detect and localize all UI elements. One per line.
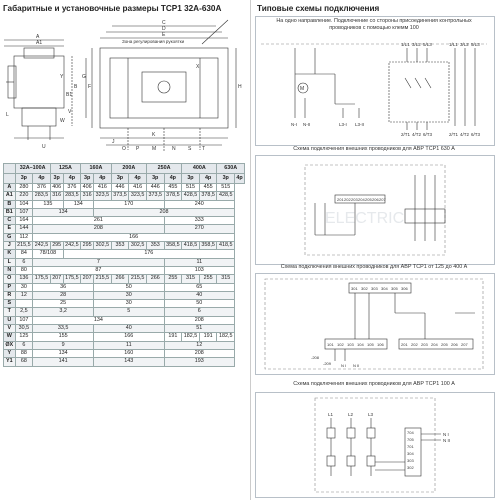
table-cell: 78/108 (33, 250, 63, 258)
svg-text:A1: A1 (36, 40, 43, 46)
table-cell: 270 (164, 225, 235, 233)
table-cell: 107 (15, 316, 33, 324)
table-cell: 323,5 (94, 192, 112, 200)
table-row (4, 341, 245, 349)
terminal-label: 104 (357, 342, 364, 347)
svg-text:H: H (238, 84, 242, 90)
terminal-label: 304 (381, 286, 388, 291)
terminal-label: 304 (407, 451, 414, 456)
terminal-label: 202 (344, 197, 351, 202)
table-row (4, 225, 245, 233)
table-cell: 68 (15, 358, 33, 366)
table-cell: 353 (111, 242, 129, 250)
svg-text:X: X (196, 64, 200, 70)
terminal-label: 301 (351, 286, 358, 291)
table-cell: 3р (81, 174, 94, 184)
table-cell: 164 (15, 217, 33, 225)
svg-text:J: J (112, 139, 115, 145)
scheme-bottom-diagram (255, 392, 493, 496)
svg-text:K: K (152, 132, 156, 138)
table-cell: 50 (94, 283, 165, 291)
table-cell: 215,5 (94, 275, 112, 283)
wire-label: -208 (311, 355, 320, 360)
table-cell: 30,5 (15, 325, 33, 333)
table-cell: 155 (33, 333, 94, 341)
table-cell: Y (4, 349, 16, 357)
terminal-label: 205 (365, 197, 372, 202)
table-row (4, 217, 245, 225)
table-cell: 378,5 (199, 192, 217, 200)
table-cell: 65 (164, 283, 235, 291)
terminal-label: 101 (327, 342, 334, 347)
table-cell: 135 (33, 200, 63, 208)
table-cell: 630A (217, 164, 245, 174)
table-cell: 30 (94, 300, 165, 308)
table-cell: 182,5 (217, 333, 235, 341)
table-cell: 240 (164, 200, 235, 208)
table-cell: 446 (146, 184, 164, 192)
table-corner (4, 174, 16, 184)
table-cell: 315 (182, 275, 200, 283)
table-cell: 107 (15, 208, 33, 216)
table-cell: 6 (164, 308, 235, 316)
svg-text:M: M (152, 146, 157, 152)
table-cell: 134 (63, 200, 93, 208)
table-cell: 3р (50, 174, 63, 184)
table-cell: 166 (33, 233, 235, 241)
wire-label: N II (353, 363, 360, 368)
table-cell: 3р (111, 174, 129, 184)
wire-label: N I (341, 363, 347, 368)
table-cell: 50 (164, 300, 235, 308)
terminal-label: 5/L3 (471, 42, 480, 47)
table-row (4, 242, 245, 250)
table-cell: A (4, 184, 16, 192)
table-cell: W (4, 333, 16, 341)
table-cell: U (4, 316, 16, 324)
caption-100: Схема подключения внешних проводников для АВР ТСР1 100 А (293, 381, 455, 387)
table-cell: 141 (33, 358, 94, 366)
svg-text:N: N (172, 146, 176, 152)
table-cell: K (4, 250, 16, 258)
svg-text:Y: Y (60, 74, 64, 80)
terminal-label: 103 (347, 342, 354, 347)
table-cell: 40 (94, 325, 165, 333)
table-cell: 315 (217, 275, 235, 283)
terminal-label: 4/T2 (412, 132, 422, 137)
table-cell: 316 (82, 192, 92, 199)
scheme-intro-note: На одно направление. Подключение со стороны присоединения контрольных проводников с помощью клемм 100 (276, 18, 472, 32)
svg-text:D: D (162, 26, 166, 32)
terminal-label: 4/T2 (460, 132, 470, 137)
table-cell: 9 (33, 341, 94, 349)
terminal-label: 204 (358, 197, 365, 202)
terminal-label: 2/T1 (449, 132, 459, 137)
table-cell: 208 (164, 349, 235, 357)
table-cell: 191 (199, 333, 217, 341)
table-cell: 400A (182, 164, 217, 174)
table-cell: 207 (82, 275, 92, 282)
phase-label: L3 (368, 412, 374, 417)
terminal-label: 201 (337, 197, 344, 202)
table-cell: 215,5 (129, 275, 147, 283)
table-cell: 208 (94, 208, 235, 216)
table-cell: 6 (15, 341, 33, 349)
handle-range-label: Зона регулирования рукоятки (122, 39, 185, 44)
scheme-125-400-diagram (255, 155, 493, 263)
terminal-label: 102 (337, 342, 344, 347)
terminal-label: 206 (372, 197, 379, 202)
phase-label: L1 (328, 412, 334, 417)
table-cell: 376 (33, 184, 51, 192)
table-cell: 112 (15, 233, 33, 241)
table-cell: 32A–100A (15, 164, 50, 174)
table-cell: 40 (164, 291, 235, 299)
table-cell: 103 (164, 266, 235, 274)
table-cell: 255 (164, 275, 182, 283)
table-row (4, 233, 245, 241)
table-cell: 143 (94, 358, 165, 366)
table-cell: 191 (164, 333, 182, 341)
table-cell: 242,5 (63, 242, 81, 250)
terminal-label: 205 (441, 342, 448, 347)
svg-text:L: L (6, 112, 9, 118)
table-cell: 4р (129, 174, 147, 184)
table-cell: 104 (15, 200, 33, 208)
table-row (4, 325, 245, 333)
table-cell: 175,5 (33, 275, 51, 283)
terminal-label: 306 (401, 286, 408, 291)
table-cell: 207 (52, 275, 62, 282)
table-cell: 295 (52, 242, 62, 249)
table-cell: 3р (15, 174, 33, 184)
table-cell: 125 (15, 333, 33, 341)
table-cell: 4р (199, 174, 217, 184)
table-cell: 208 (164, 316, 235, 324)
table-cell: 84 (15, 250, 33, 258)
table-cell: 353 (146, 242, 164, 250)
table-row (4, 283, 245, 291)
table-row (4, 291, 245, 299)
table-row (4, 258, 245, 266)
table-cell: 36 (33, 283, 94, 291)
table-cell: ØX (5, 341, 14, 348)
table-cell: R (4, 291, 16, 299)
table-cell: 208 (33, 225, 164, 233)
table-cell: 378,5 (164, 192, 182, 200)
table-cell: L (4, 258, 16, 266)
terminal-label: 1/L1 (449, 42, 458, 47)
terminal-label: 305 (391, 286, 398, 291)
terminal-label: 303 (407, 458, 414, 463)
svg-text:P: P (136, 146, 140, 152)
phase-label: L2 (348, 412, 354, 417)
terminal-label: 201 (401, 342, 408, 347)
table-row (4, 300, 245, 308)
table-cell: 406 (82, 183, 92, 190)
table-row (4, 333, 245, 341)
table-cell: E (4, 225, 16, 233)
table-cell: 160 (94, 349, 165, 357)
svg-text:M: M (300, 86, 305, 92)
table-cell: 373,5 (146, 192, 164, 200)
svg-text:E: E (162, 32, 166, 38)
table-cell: 220 (15, 192, 33, 200)
right-title: Типовые схемы подключения (257, 4, 380, 13)
table-cell: S (4, 300, 16, 308)
table-cell: 428,5 (182, 192, 200, 200)
table-cell: 515 (182, 184, 200, 192)
terminal-label: 206 (451, 342, 458, 347)
table-cell: N (4, 266, 16, 274)
terminal-label: 5/L3 (423, 42, 432, 47)
table-row (4, 200, 245, 208)
table-cell: 2,5 (15, 308, 33, 316)
table-cell: 416 (94, 184, 112, 192)
table-cell: C (4, 217, 16, 225)
table-cell: 4р (33, 174, 51, 184)
table-cell: 358,5 (164, 242, 182, 250)
terminal-label: 207 (379, 197, 386, 202)
table-cell: J (4, 242, 16, 250)
table-cell: 170 (94, 200, 165, 208)
table-cell: 193 (164, 358, 235, 366)
terminal-label: 2/T1 (401, 132, 411, 137)
table-cell: 280 (15, 184, 33, 192)
table-header-ratings (4, 164, 245, 174)
svg-text:S: S (188, 146, 192, 152)
table-cell: 7 (33, 258, 164, 266)
table-cell: 87 (33, 266, 164, 274)
terminal-label: 6/T3 (423, 132, 433, 137)
terminal-label: 3/L2 (412, 42, 421, 47)
table-row (4, 308, 245, 316)
table-cell: 5 (94, 308, 165, 316)
table-cell: 25 (33, 300, 94, 308)
table-cell: 3р (217, 174, 235, 184)
table-cell: Y1 (4, 358, 16, 366)
svg-text:F: F (88, 84, 92, 90)
table-cell: 242,5 (33, 242, 51, 250)
table-cell: 3,2 (33, 308, 94, 316)
table-cell: 446 (111, 184, 129, 192)
table-cell: 88 (15, 349, 33, 357)
svg-text:B1: B1 (66, 92, 73, 98)
table-cell: 134 (33, 316, 164, 324)
table-cell: 30 (15, 283, 33, 291)
table-cell: 12 (164, 341, 235, 349)
terminal-label: 704 (407, 430, 414, 435)
terminal-label: 1/L1 (401, 42, 410, 47)
table-cell: 418,5 (182, 242, 200, 250)
table-cell: 358,5 (199, 242, 217, 250)
terminal-label: 3/L2 (460, 42, 469, 47)
table-cell: T (4, 308, 16, 316)
table-cell: 4р (164, 174, 182, 184)
terminal-label: 105 (367, 342, 374, 347)
svg-text:V: V (68, 109, 72, 115)
table-cell: 134 (33, 208, 94, 216)
terminal-label: 106 (377, 342, 384, 347)
feed-label: N-II (303, 122, 311, 127)
table-row (4, 275, 245, 283)
table-cell: 30 (94, 291, 165, 299)
table-cell: 428,5 (217, 192, 235, 200)
svg-text:B: B (74, 84, 78, 90)
table-row (4, 250, 245, 258)
table-cell: 182,5 (182, 333, 200, 341)
table-cell: 295 (82, 242, 92, 249)
table-cell: 160A (81, 164, 111, 174)
terminal-label: 202 (411, 342, 418, 347)
left-title: Габаритные и установочные размеры ТСР1 32А-630А (3, 4, 222, 13)
table-cell: 373,5 (111, 192, 129, 200)
caption-630: Схема подключения внешних проводников для АВР ТСР1 630 А (293, 146, 455, 152)
svg-text:C: C (162, 20, 166, 26)
table-cell: 406 (52, 183, 62, 190)
table-cell: 418,5 (217, 242, 235, 250)
table-cell: 266 (111, 275, 129, 283)
table-cell: 125A (50, 164, 80, 174)
table-cell: 175,5 (63, 275, 81, 283)
table-cell: 6 (15, 258, 33, 266)
table-cell: 515 (217, 184, 235, 192)
feed-label: L3-I (339, 122, 347, 127)
table-cell: 333 (164, 217, 235, 225)
table-cell: 166 (94, 333, 165, 341)
scheme-630-diagram (255, 34, 493, 142)
neutral-label: N II (443, 438, 451, 443)
table-cell: 200A (111, 164, 146, 174)
terminal-label: 302 (361, 286, 368, 291)
table-cell: 176 (63, 250, 234, 258)
terminal-label: 303 (371, 286, 378, 291)
table-cell: 33,5 (33, 325, 94, 333)
table-cell: 4р (235, 174, 245, 184)
svg-text:A: A (36, 34, 40, 40)
table-cell: 134 (33, 349, 94, 357)
table-cell: 455 (164, 184, 182, 192)
table-row (4, 266, 245, 274)
table-cell: 283,5 (63, 192, 81, 200)
dimensions-table (3, 163, 245, 367)
table-cell: 302,5 (94, 242, 112, 250)
table-row (4, 184, 245, 192)
table-cell: G (4, 233, 16, 241)
table-row (4, 208, 245, 216)
table-cell: 261 (33, 217, 164, 225)
table-cell: B (4, 200, 16, 208)
table-cell: 3р (182, 174, 200, 184)
table-row (4, 316, 245, 324)
table-cell: 215,5 (15, 242, 33, 250)
table-cell: 316 (52, 192, 62, 199)
svg-text:W: W (60, 118, 65, 124)
table-cell: 144 (15, 225, 33, 233)
dimensional-drawing (2, 18, 248, 158)
table-row (4, 349, 245, 357)
svg-text:G: G (82, 74, 86, 80)
terminal-label: 204 (431, 342, 438, 347)
table-cell: 416 (129, 184, 147, 192)
table-cell: 302,5 (129, 242, 147, 250)
table-cell: V (4, 325, 16, 333)
feed-label: L3-II (355, 122, 365, 127)
table-cell: 266 (146, 275, 164, 283)
table-cell: 12 (15, 291, 33, 299)
table-cell (15, 300, 33, 308)
table-cell: 376 (63, 184, 81, 192)
table-cell: 323,5 (129, 192, 147, 200)
terminal-label: 705 (407, 437, 414, 442)
table-cell: 3р (146, 174, 164, 184)
neutral-label: N I (443, 432, 449, 437)
table-cell: 28 (33, 291, 94, 299)
table-cell: 455 (199, 184, 217, 192)
table-corner (4, 164, 16, 174)
table-cell: 250A (146, 164, 181, 174)
terminal-label: 302 (407, 465, 414, 470)
scheme-100-diagram (255, 273, 493, 373)
svg-text:O: O (122, 146, 126, 152)
table-cell: 136 (15, 275, 33, 283)
table-cell: B1 (4, 208, 16, 216)
table-cell: 4р (94, 174, 112, 184)
table-row (4, 358, 245, 366)
svg-text:U: U (42, 144, 46, 150)
table-cell: A1 (4, 192, 16, 200)
table-cell: 4р (63, 174, 81, 184)
terminal-label: 203 (421, 342, 428, 347)
table-cell: 51 (164, 325, 235, 333)
table-cell: P (4, 283, 16, 291)
table-cell: 80 (15, 266, 33, 274)
table-cell: 283,5 (33, 192, 51, 200)
terminal-label: 6/T3 (471, 132, 481, 137)
table-cell: 11 (164, 258, 235, 266)
table-header-poles (4, 174, 245, 184)
caption-125-400: Схема подключения внешних проводников для АВР ТСР1 от 125 до 400 А (280, 264, 468, 270)
terminal-label: 207 (461, 342, 468, 347)
terminal-label: 701 (407, 444, 414, 449)
terminal-label: 203 (351, 197, 358, 202)
feed-label: N-I (291, 122, 297, 127)
table-cell: 255 (199, 275, 217, 283)
watermark: ELECTRIC (325, 210, 405, 227)
table-cell: 11 (94, 341, 165, 349)
table-cell: O (4, 275, 16, 283)
svg-text:T: T (202, 146, 206, 152)
table-row (4, 192, 245, 200)
wire-label: -209 (323, 361, 332, 366)
